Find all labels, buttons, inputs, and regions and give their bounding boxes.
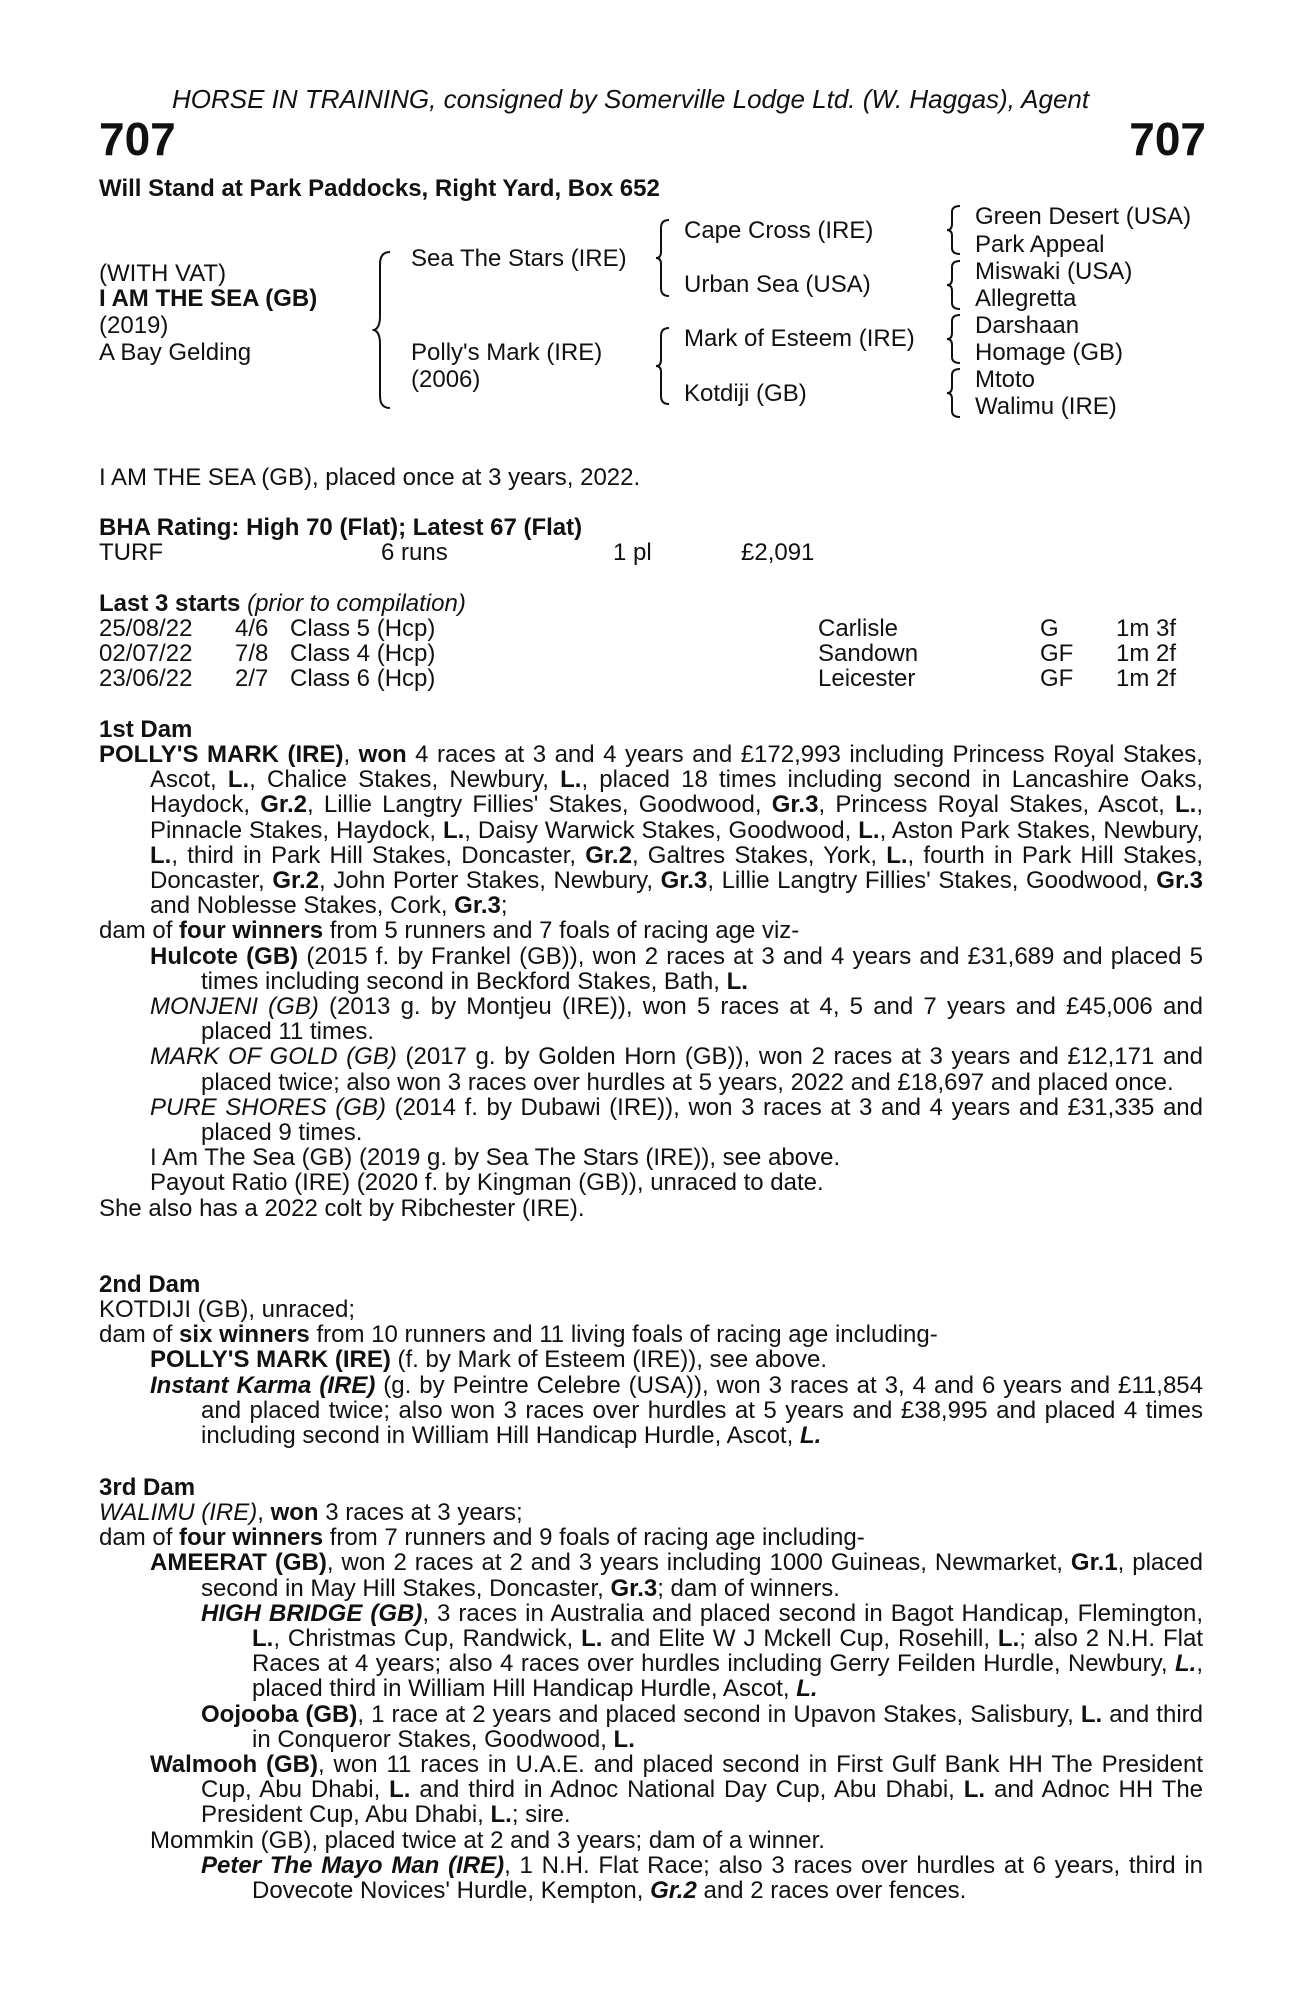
text-fragment: and Noblesse Stakes, Cork, xyxy=(150,892,455,920)
start-distance: 1m 3f xyxy=(1116,615,1177,642)
produce-name: MONJENI (GB) xyxy=(150,993,319,1021)
listed-tag: L. xyxy=(150,841,172,869)
first-dam-produce-intro xyxy=(99,918,1203,943)
text-fragment: 4 races at 3 and 4 years and £172,993 including Princess Royal Stakes, Ascot, xyxy=(150,741,1203,794)
third-dam-produce-intro xyxy=(99,1525,1203,1550)
rating-runs: 6 runs xyxy=(381,539,448,566)
text-fragment: (f. by Mark of Esteem (IRE)), see above. xyxy=(390,1346,827,1374)
listed-tag: L. xyxy=(1080,1700,1103,1728)
granddam-line-4: Allegretta xyxy=(975,285,1077,312)
produce-entry xyxy=(201,1702,1203,1752)
produce-entry xyxy=(150,944,1203,994)
sire-dam: Urban Sea (USA) xyxy=(684,271,871,298)
produce-entry xyxy=(150,1347,1203,1372)
won-label: won xyxy=(358,741,407,768)
produce-entry: I Am The Sea (GB) (2019 g. by Sea The Stars (IRE)), see above. xyxy=(150,1144,841,1172)
start-distance: 1m 2f xyxy=(1116,665,1177,692)
group-tag: Gr.2 xyxy=(260,791,307,819)
produce-entry xyxy=(150,1752,1203,1828)
produce-entry: Payout Ratio (IRE) (2020 f. by Kingman (GB)), unraced to date. xyxy=(150,1169,824,1197)
first-dam-section xyxy=(99,742,1203,1221)
third-dam-record: WALIMU (IRE), won 3 races at 3 years; xyxy=(99,1499,523,1526)
pedigree-brace-1 xyxy=(372,250,396,410)
race-summary: I AM THE SEA (GB), placed once at 3 years, 2022. xyxy=(99,464,641,491)
listed-tag: L. xyxy=(726,967,748,995)
winners-count: four winners xyxy=(179,1524,324,1552)
produce-name: Hulcote (GB) xyxy=(150,942,299,970)
text-fragment: , won 11 races in U.A.E. and placed second in First Gulf Bank HH The President Cup, Abu Dhabi, xyxy=(201,1751,1204,1804)
start-going: G xyxy=(1040,615,1059,642)
rating-surface: TURF xyxy=(99,539,163,566)
text-fragment: , placed second in May Hill Stakes, Doncaster, xyxy=(201,1549,1203,1602)
first-dam-title: 1st Dam xyxy=(99,716,193,743)
text-fragment: , 1 race at 2 years and placed second in Upavon Stakes, Salisbury, xyxy=(357,1700,1081,1728)
text-fragment: , John Porter Stakes, Newbury, xyxy=(319,867,661,895)
text-fragment: , Daisy Warwick Stakes, Goodwood, xyxy=(464,816,859,844)
third-dam-section xyxy=(99,1500,1203,1903)
start-date: 02/07/22 xyxy=(99,640,193,667)
dam-dam: Kotdiji (GB) xyxy=(684,380,807,407)
lot-number-right: 707 xyxy=(1129,113,1206,165)
winners-count: six winners xyxy=(179,1321,310,1349)
pedigree-brace-2 xyxy=(654,218,674,298)
listed-tag: L. xyxy=(796,1675,818,1703)
listed-tag: L. xyxy=(490,1801,512,1829)
group-tag: Gr.2 xyxy=(650,1877,697,1905)
won-label: won xyxy=(270,1499,319,1526)
produce-name: AMEERAT (GB) xyxy=(150,1549,327,1577)
second-dam-record: KOTDIJI (GB), unraced; xyxy=(99,1296,356,1323)
group-tag: Gr.2 xyxy=(585,841,632,869)
start-position: 7/8 xyxy=(235,640,269,667)
start-class: Class 6 (Hcp) xyxy=(290,665,436,692)
listed-tag: L. xyxy=(997,1625,1020,1653)
text-fragment: , third in Park Hill Stakes, Doncaster, xyxy=(171,841,586,869)
produce-name: MARK OF GOLD (GB) xyxy=(150,1043,397,1071)
start-course: Leicester xyxy=(818,665,916,692)
group-tag: Gr.3 xyxy=(660,867,708,895)
listed-tag: L. xyxy=(1175,791,1197,819)
listed-tag: L. xyxy=(613,1725,635,1753)
start-course: Carlisle xyxy=(818,615,899,642)
text-fragment: ; xyxy=(500,892,508,920)
granddam-line-7: Mtoto xyxy=(975,366,1036,393)
granddam-line-2: Park Appeal xyxy=(975,231,1105,258)
listed-tag: L. xyxy=(560,766,582,794)
stand-location: Will Stand at Park Paddocks, Right Yard, Box 652 xyxy=(99,175,660,202)
last-starts-note: (prior to compilation) xyxy=(247,590,466,617)
granddam-line-8: Walimu (IRE) xyxy=(975,393,1117,420)
text-fragment: and Adnoc HH The President Cup, Abu Dhabi, xyxy=(201,1776,1204,1829)
last-starts-title: Last 3 starts xyxy=(99,590,241,617)
text-fragment: , Aston Park Stakes, Newbury, xyxy=(879,816,1204,844)
text-fragment: 3 races at 3 years; xyxy=(318,1499,523,1526)
third-dam-name: WALIMU (IRE) xyxy=(99,1499,258,1526)
produce-entry xyxy=(201,1853,1203,1903)
text-fragment: from 10 runners and 11 living foals of racing age including- xyxy=(309,1321,938,1349)
listed-tag: L. xyxy=(442,816,465,844)
group-tag: Gr.2 xyxy=(272,867,320,895)
rating-earnings: £2,091 xyxy=(741,539,815,566)
produce-name: Peter The Mayo Man (IRE) xyxy=(201,1851,505,1879)
horse-description: A Bay Gelding xyxy=(99,339,252,366)
produce-entry xyxy=(201,1601,1203,1702)
text-fragment: ; also 2 N.H. Flat Races at 4 years; also 4 races over hurdles including Gerry Feilden Hurdle, Newbury, xyxy=(252,1625,1203,1678)
group-tag: Gr.3 xyxy=(1156,867,1203,895)
pedigree-brace-3 xyxy=(654,326,674,406)
pedigree-brace-6 xyxy=(946,313,964,365)
sire: Sea The Stars (IRE) xyxy=(411,245,627,272)
text-fragment: , placed 18 times including second in Lancashire Oaks, Haydock, xyxy=(150,766,1203,819)
last-starts-heading xyxy=(99,591,466,616)
text-fragment: (2017 g. by Golden Horn (GB)), won 2 races at 3 years and £12,171 and placed twice; also won 3 races over hurdles at 5 years, 2022 and £18,697 and placed once. xyxy=(201,1043,1203,1096)
start-position: 2/7 xyxy=(235,665,269,692)
text-fragment: , fourth in Park Hill Stakes, Doncaster, xyxy=(150,841,1203,895)
text-fragment: and third in Conqueror Stakes, Goodwood, xyxy=(252,1700,1203,1753)
horse-name: I AM THE SEA (GB) xyxy=(99,285,318,312)
text-fragment: , Lillie Langtry Fillies' Stakes, Goodwood, xyxy=(306,791,772,819)
group-tag: Gr.3 xyxy=(771,791,819,819)
start-going: GF xyxy=(1040,665,1074,692)
listed-tag: L. xyxy=(252,1625,274,1653)
third-dam-title: 3rd Dam xyxy=(99,1474,196,1501)
start-going: GF xyxy=(1040,640,1074,667)
listed-tag: L. xyxy=(389,1776,411,1804)
first-dam-record: POLLY'S MARK (IRE), won 4 races at 3 and 4 years and £172,993 including Princess Royal Stakes, Ascot, L., Chalice Stakes, Newbury, L., placed 18 times including second in Lancashire Oaks, Haydock, Gr.2, Lillie Langtry Fillies' Stakes, Goodwood, Gr.3, Princess Royal Stakes, Ascot, L., Pinnacle Stakes, Haydock, L., Daisy Warwick Stakes, Goodwood, L., Aston Park Stakes, Newbury, L., third in Park Hill Stakes, Doncaster, Gr.2, Galtres Stakes, York, L., fourth in Park Hill Stakes, Doncaster, Gr.2, John Porter Stakes, Newbury, Gr.3, Lillie Langtry Fillies' Stakes, Goodwood, Gr.3 and Noblesse Stakes, Cork, Gr.3; xyxy=(99,741,1204,920)
text-fragment: , Pinnacle Stakes, Haydock, xyxy=(150,791,1203,844)
horse-year: (2019) xyxy=(99,312,169,339)
listed-tag: L. xyxy=(963,1776,986,1804)
text-fragment: , Princess Royal Stakes, Ascot, xyxy=(818,791,1175,819)
listed-tag: L. xyxy=(581,1625,603,1653)
pedigree-brace-7 xyxy=(946,367,964,419)
consignment-line: HORSE IN TRAINING, consigned by Somerville Lodge Ltd. (W. Haggas), Agent xyxy=(172,84,1090,114)
text-fragment: , placed third in William Hill Handicap Hurdle, Ascot, xyxy=(252,1650,1203,1703)
text-fragment: dam of xyxy=(99,1524,180,1552)
start-date: 25/08/22 xyxy=(99,615,193,642)
text-fragment: , won 2 races at 2 and 3 years including 1000 Guineas, Newmarket, xyxy=(326,1549,1071,1577)
second-dam-section xyxy=(99,1297,1203,1448)
produce-name: Oojooba (GB) xyxy=(201,1700,358,1728)
pedigree-brace-4 xyxy=(946,204,964,256)
listed-tag: L. xyxy=(1175,1650,1197,1678)
produce-name: Instant Karma (IRE) xyxy=(150,1371,376,1399)
text-fragment: , Chalice Stakes, Newbury, xyxy=(249,766,561,794)
text-fragment: from 7 runners and 9 foals of racing age including- xyxy=(323,1524,865,1552)
group-tag: Gr.3 xyxy=(454,892,501,920)
text-fragment: dam of xyxy=(99,917,180,945)
lot-number-left: 707 xyxy=(99,113,176,165)
produce-name: HIGH BRIDGE (GB) xyxy=(201,1599,423,1627)
produce-name: PURE SHORES (GB) xyxy=(150,1093,386,1121)
produce-name: Walmooh (GB) xyxy=(150,1751,318,1779)
listed-tag: L. xyxy=(858,816,880,844)
dam-year: (2006) xyxy=(411,366,481,393)
second-dam-produce-intro xyxy=(99,1322,1203,1347)
text-fragment: (2013 g. by Montjeu (IRE)), won 5 races at 4, 5 and 7 years and £45,006 and placed 11 times. xyxy=(201,993,1204,1046)
start-position: 4/6 xyxy=(235,615,269,642)
text-fragment: and Elite W J Mckell Cup, Rosehill, xyxy=(602,1625,998,1653)
bha-rating: BHA Rating: High 70 (Flat); Latest 67 (Flat) xyxy=(99,514,583,541)
text-fragment: , 3 races in Australia and placed second in Bagot Handicap, Flemington, xyxy=(422,1599,1203,1627)
produce-entry xyxy=(150,994,1203,1044)
produce-entry xyxy=(150,1373,1203,1449)
granddam-line-5: Darshaan xyxy=(975,312,1080,339)
produce-entry xyxy=(150,1550,1203,1600)
second-dam-title: 2nd Dam xyxy=(99,1271,201,1298)
dam: Polly's Mark (IRE) xyxy=(411,339,603,366)
first-dam-name: POLLY'S MARK (IRE) xyxy=(99,741,344,768)
text-fragment: dam of xyxy=(99,1321,180,1349)
granddam-line-6: Homage (GB) xyxy=(975,339,1124,366)
start-date: 23/06/22 xyxy=(99,665,193,692)
text-fragment: , Galtres Stakes, York, xyxy=(631,841,887,869)
text-fragment: ; sire. xyxy=(511,1801,571,1829)
text-fragment: and third in Adnoc National Day Cup, Abu Dhabi, xyxy=(410,1776,964,1804)
listed-tag: L. xyxy=(799,1422,822,1450)
text-fragment: ; dam of winners. xyxy=(657,1574,840,1602)
group-tag: Gr.3 xyxy=(610,1574,658,1602)
listed-tag: L. xyxy=(227,766,250,794)
start-class: Class 4 (Hcp) xyxy=(290,640,436,667)
text-fragment: and 2 races over fences. xyxy=(696,1877,967,1905)
start-class: Class 5 (Hcp) xyxy=(290,615,436,642)
winners-count: four winners xyxy=(179,917,324,945)
text-fragment: , 1 N.H. Flat Race; also 3 races over hurdles at 6 years, third in Dovecote Novices' Hurdle, Kempton, xyxy=(252,1851,1204,1905)
granddam-line-1: Green Desert (USA) xyxy=(975,203,1192,230)
produce-entry xyxy=(150,1095,1203,1145)
granddam-line-3: Miswaki (USA) xyxy=(975,258,1133,285)
dam-sire: Mark of Esteem (IRE) xyxy=(684,325,915,352)
start-course: Sandown xyxy=(818,640,919,667)
start-distance: 1m 2f xyxy=(1116,640,1177,667)
pedigree-brace-5 xyxy=(946,259,964,311)
text-fragment: from 5 runners and 7 foals of racing age viz- xyxy=(323,917,800,945)
sire-sire: Cape Cross (IRE) xyxy=(684,217,874,244)
rating-placed: 1 pl xyxy=(613,539,652,566)
produce-entry xyxy=(150,1044,1203,1094)
text-fragment: (2014 f. by Dubawi (IRE)), won 3 races at 3 and 4 years and £31,335 and placed 9 times. xyxy=(201,1093,1204,1147)
first-dam-also: She also has a 2022 colt by Ribchester (IRE). xyxy=(99,1194,585,1222)
text-fragment: (g. by Peintre Celebre (USA)), won 3 races at 3, 4 and 6 years and £11,854 and placed twice; also won 3 races over hurdles at 5 years and £38,995 and placed 4 times including second in William Hill Handicap Hurdle, Ascot, xyxy=(201,1371,1203,1450)
group-tag: Gr.1 xyxy=(1070,1549,1118,1577)
produce-entry: Mommkin (GB), placed twice at 2 and 3 years; dam of a winner. xyxy=(150,1826,825,1854)
text-fragment: , Christmas Cup, Randwick, xyxy=(273,1625,582,1653)
produce-name: POLLY'S MARK (IRE) xyxy=(150,1346,391,1374)
text-fragment: (2015 f. by Frankel (GB)), won 2 races at 3 and 4 years and £31,689 and placed 5 times including second in Beckford Stakes, Bath, xyxy=(201,942,1203,995)
vat-note: (WITH VAT) xyxy=(99,260,227,287)
listed-tag: L. xyxy=(886,841,908,869)
text-fragment: , Lillie Langtry Fillies' Stakes, Goodwood, xyxy=(707,867,1157,895)
